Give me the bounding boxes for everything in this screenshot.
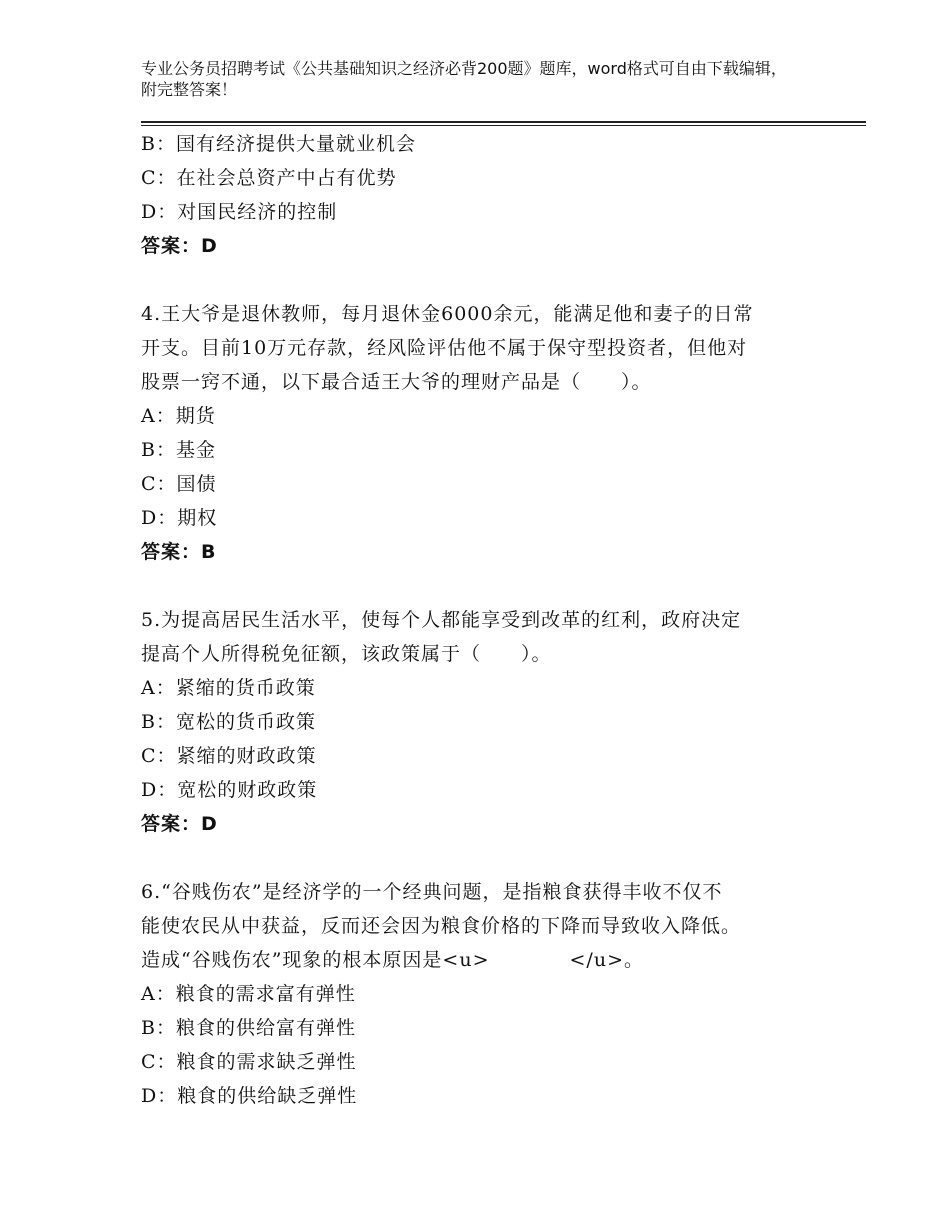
q6-stem-line-2: 能使农民从中获益，反而还会因为粮食价格的下降而导致收入降低。: [141, 915, 742, 937]
q5-answer: 答案：D: [141, 813, 218, 835]
q4-option-d: D：期权: [141, 507, 218, 529]
document-header: 专业公务员招聘考试《公共基础知识之经济必背200题》题库，word格式可自由下载编辑，附完整答案！: [141, 59, 787, 99]
question-content: [141, 127, 821, 1113]
q3-option-d: D：对国民经济的控制: [141, 201, 338, 223]
q6-option-c: C：粮食的需求缺乏弹性: [141, 1051, 357, 1073]
q4-stem-line-2: 开支。目前10万元存款，经风险评估他不属于保守型投资者，但他对: [141, 337, 748, 359]
q5-option-c: C：紧缩的财政政策: [141, 745, 317, 767]
question-5: [141, 603, 821, 841]
q6-option-a: A：粮食的需求富有弹性: [141, 983, 356, 1005]
q5-option-a: A：紧缩的货币政策: [141, 677, 316, 699]
q6-stem-line-1: 6.“谷贱伤农”是经济学的一个经典问题，是指粮食获得丰收不仅不: [141, 881, 723, 903]
q4-option-b: B：基金: [141, 439, 216, 461]
header-rule-thick: [141, 121, 866, 123]
q4-option-c: C：国债: [141, 473, 217, 495]
q4-answer: 答案：B: [141, 541, 217, 563]
q3-answer: 答案：D: [141, 235, 218, 257]
q4-stem-line-1: 4.王大爷是退休教师，每月退休金6000余元，能满足他和妻子的日常: [141, 303, 754, 325]
spacer: [141, 841, 821, 875]
q4-option-a: A：期货: [141, 405, 216, 427]
q6-stem-line-3: 造成“谷贱伤农”现象的根本原因是<u> </u>。: [141, 949, 644, 971]
q6-option-b: B：粮食的供给富有弹性: [141, 1017, 356, 1039]
q5-stem-line-1: 5.为提高居民生活水平，使每个人都能享受到改革的红利，政府决定: [141, 609, 742, 631]
q6-option-d: D：粮食的供给缺乏弹性: [141, 1085, 358, 1107]
question-6: [141, 875, 821, 1113]
q5-option-b: B：宽松的货币政策: [141, 711, 316, 733]
q4-stem-line-3: 股票一窍不通，以下最合适王大爷的理财产品是（ ）。: [141, 371, 652, 393]
q3-option-b: B：国有经济提供大量就业机会: [141, 133, 416, 155]
q5-stem-line-2: 提高个人所得税免征额，该政策属于（ ）。: [141, 643, 552, 665]
question-3: [141, 127, 821, 263]
spacer: [141, 569, 821, 603]
question-4: [141, 297, 821, 569]
header-rule-thin: [141, 125, 866, 126]
q5-option-d: D：宽松的财政政策: [141, 779, 318, 801]
q3-option-c: C：在社会总资产中占有优势: [141, 167, 397, 189]
spacer: [141, 263, 821, 297]
